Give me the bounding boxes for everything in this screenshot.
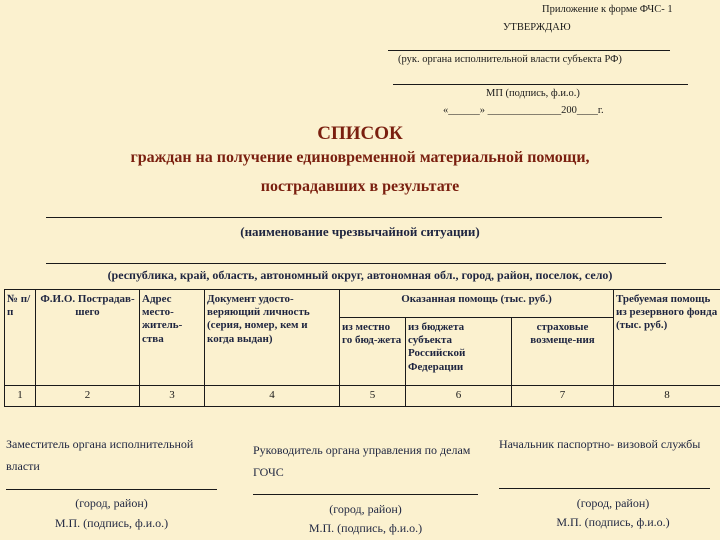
col-number-index: 6: [406, 386, 512, 407]
col-aid-header: Оказанная помощь (тыс. руб.): [340, 290, 614, 318]
col-number-index: 2: [36, 386, 140, 407]
sub-local-budget-header: из местно го бюд-жета: [340, 318, 406, 386]
signature-caption: МП (подпись, ф.и.о.): [486, 88, 580, 99]
location-caption: (республика, край, область, автономный округ, автономная обл., город, район, поселок, село): [107, 268, 613, 282]
col-number-index: 7: [512, 386, 614, 407]
location-line: [46, 263, 666, 264]
emergency-name-line: [46, 217, 662, 218]
victims-table: [4, 289, 720, 407]
gochs-signature-line: [253, 494, 478, 495]
document-title: СПИСОК: [317, 123, 403, 144]
sub-insurance-header: страховые возмеще-ния: [512, 318, 614, 386]
col-number-index: 3: [140, 386, 205, 407]
approve-label: УТВЕРЖДАЮ: [503, 22, 571, 33]
passport-sign-caption: М.П. (подпись, ф.и.о.): [556, 515, 670, 529]
col-required-header: Требуемая помощь из резервного фонда (тыс. руб.): [614, 290, 720, 386]
col-name-header: Ф.И.О. Пострадав-шего: [36, 290, 140, 386]
gochs-head-title: Руководитель органа управления по делам ГОЧС: [253, 443, 471, 479]
passport-head-title: Начальник паспортно- визовой службы: [499, 437, 701, 451]
authority-signature-line: [388, 50, 670, 51]
appendix-note: Приложение к форме ФЧС- 1: [542, 4, 673, 15]
gochs-place-caption: (город, район): [329, 502, 402, 516]
col-number-index: 8: [614, 386, 720, 407]
passport-place-caption: (город, район): [576, 496, 650, 510]
col-address-header: Адрес место-житель-ства: [140, 290, 205, 386]
deputy-sign-caption: М.П. (подпись, ф.и.о.): [54, 516, 169, 530]
signature-line: [393, 84, 688, 85]
col-document-header: Документ удосто-веряющий личность (серия, номер, кем и когда выдан): [205, 290, 340, 386]
col-number-header: № п/п: [5, 290, 36, 386]
gochs-sign-caption: М.П. (подпись, ф.и.о.): [308, 521, 423, 535]
date-line: «______» ______________200____г.: [443, 105, 604, 116]
sub-regional-budget-header: из бюджета субъекта Российской Федерации: [406, 318, 512, 386]
deputy-title: Заместитель органа исполнительной власти: [6, 437, 194, 473]
col-number-index: 4: [205, 386, 340, 407]
passport-signature-line: [499, 488, 710, 489]
emergency-caption: (наименование чрезвычайной ситуации): [240, 224, 480, 239]
deputy-signature-line: [6, 489, 217, 490]
deputy-place-caption: (город, район): [75, 496, 148, 510]
title-line-1: граждан на получение единовременной материальной помощи,: [130, 149, 590, 166]
title-line-2: пострадавших в результате: [260, 178, 460, 195]
col-number-index: 5: [340, 386, 406, 407]
authority-caption: (рук. органа исполнительной власти субъекта РФ): [398, 54, 622, 65]
col-number-index: 1: [5, 386, 36, 407]
